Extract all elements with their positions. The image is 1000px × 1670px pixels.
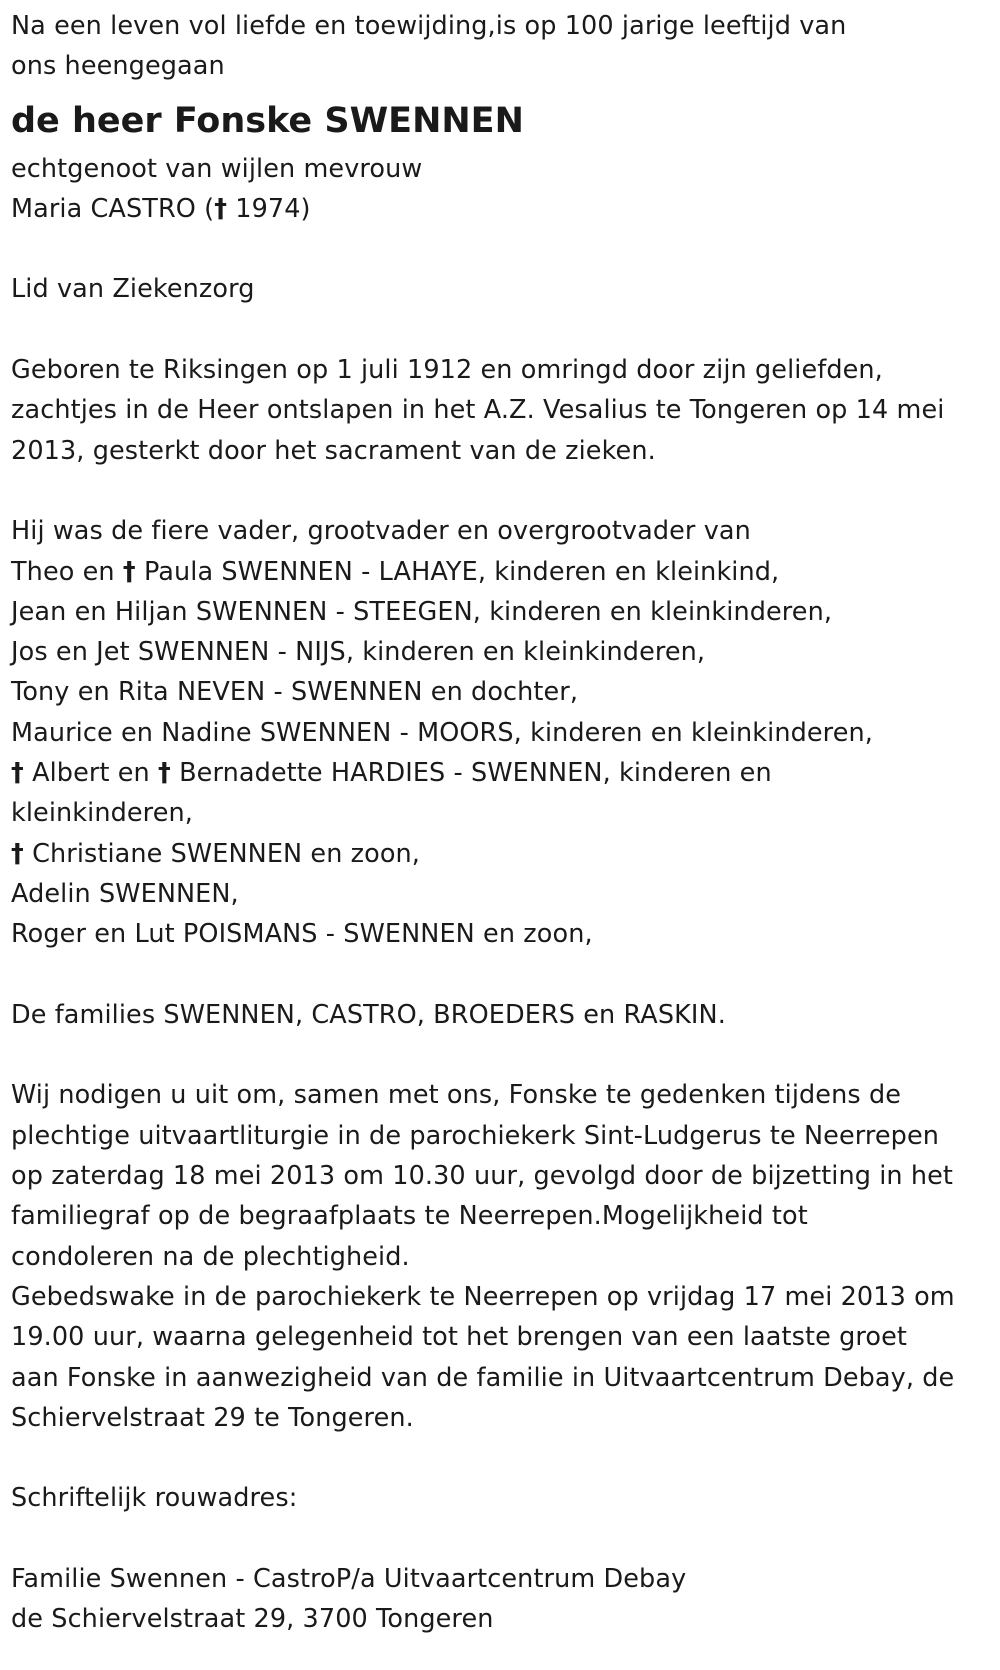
deceased-name-title: de heer Fonske SWENNEN (11, 100, 524, 141)
cross-icon: † (11, 838, 24, 869)
family-row-text: Christiane SWENNEN en zoon, (23, 838, 421, 869)
family-row-text: Albert en (23, 758, 159, 789)
family-row-text: Bernadette HARDIES - SWENNEN, kinderen en (170, 758, 772, 789)
family-heading: Hij was de fiere vader, grootvader en overgrootvader van (11, 516, 751, 547)
family-row: Maurice en Nadine SWENNEN - MOORS, kinderen en kleinkinderen, (11, 717, 873, 748)
cross-icon: † (214, 193, 228, 224)
family-row: Tony en Rita NEVEN - SWENNEN en dochter, (11, 677, 579, 708)
birth-line-2: zachtjes in de Heer ontslapen in het A.Z. Vesalius te Tongeren op 14 mei (11, 395, 945, 426)
families-line: De families SWENNEN, CASTRO, BROEDERS en RASKIN. (11, 999, 726, 1030)
family-row (11, 834, 975, 874)
wake-line: Schiervelstraat 29 te Tongeren. (11, 1402, 414, 1433)
ceremony-line: condoleren na de plechtigheid. (11, 1241, 410, 1272)
intro-line-2: ons heengegaan (11, 51, 225, 82)
spacer (11, 310, 975, 350)
family-row: Jean en Hiljan SWENNEN - STEEGEN, kinderen en kleinkinderen, (11, 596, 833, 627)
ceremony-line: familiegraf op de begraafplaats te Neerrepen.Mogelijkheid tot (11, 1201, 808, 1232)
ceremony-line: plechtige uitvaartliturgie in de parochiekerk Sint-Ludgerus te Neerrepen (11, 1120, 940, 1151)
address-line-2: de Schiervelstraat 29, 3700 Tongeren (11, 1604, 494, 1635)
ceremony-line: Wij nodigen u uit om, samen met ons, Fonske te gedenken tijdens de (11, 1080, 902, 1111)
intro-line-1: Na een leven vol liefde en toewijding,is op 100 jarige leeftijd van (11, 11, 847, 41)
family-row-text: Paula SWENNEN - LAHAYE, kinderen en kleinkind, (135, 556, 780, 587)
ceremony-line: op zaterdag 18 mei 2013 om 10.30 uur, gevolgd door de bijzetting in het (11, 1161, 954, 1192)
family-row (11, 552, 975, 592)
spacer (11, 229, 975, 269)
address-line-1: Familie Swennen - CastroP/a Uitvaartcentrum Debay (11, 1563, 687, 1594)
cross-icon: † (11, 758, 24, 789)
wake-line: 19.00 uur, waarna gelegenheid tot het brengen van een laatste groet (11, 1322, 907, 1353)
family-row: Adelin SWENNEN, (11, 878, 239, 909)
spacer (11, 1438, 975, 1478)
family-row: Jos en Jet SWENNEN - NIJS, kinderen en kleinkinderen, (11, 637, 706, 668)
cross-icon: † (158, 758, 171, 789)
family-row (11, 753, 975, 793)
spacer (11, 955, 975, 995)
wake-line: aan Fonske in aanwezigheid van de familie in Uitvaartcentrum Debay, de (11, 1362, 955, 1393)
spouse-line-2 (11, 189, 975, 229)
spacer (11, 1035, 975, 1075)
membership-line: Lid van Ziekenzorg (11, 274, 255, 305)
family-row-continued: kleinkinderen, (11, 798, 193, 829)
birth-line-3: 2013, gesterkt door het sacrament van de zieken. (11, 435, 656, 466)
birth-line-1: Geboren te Riksingen op 1 juli 1912 en omringd door zijn geliefden, (11, 355, 883, 386)
family-row-text: Theo en (11, 556, 123, 587)
spacer (11, 471, 975, 511)
spacer (11, 1519, 975, 1559)
cross-icon: † (122, 556, 136, 587)
spouse-line-1: echtgenoot van wijlen mevrouw (11, 153, 423, 184)
wake-line: Gebedswake in de parochiekerk te Neerrepen op vrijdag 17 mei 2013 om (11, 1281, 955, 1312)
spouse-name: Maria CASTRO ( (11, 193, 215, 224)
address-heading: Schriftelijk rouwadres: (11, 1483, 298, 1514)
spouse-death-year: 1974) (227, 193, 311, 224)
family-row: Roger en Lut POISMANS - SWENNEN en zoon, (11, 919, 593, 950)
